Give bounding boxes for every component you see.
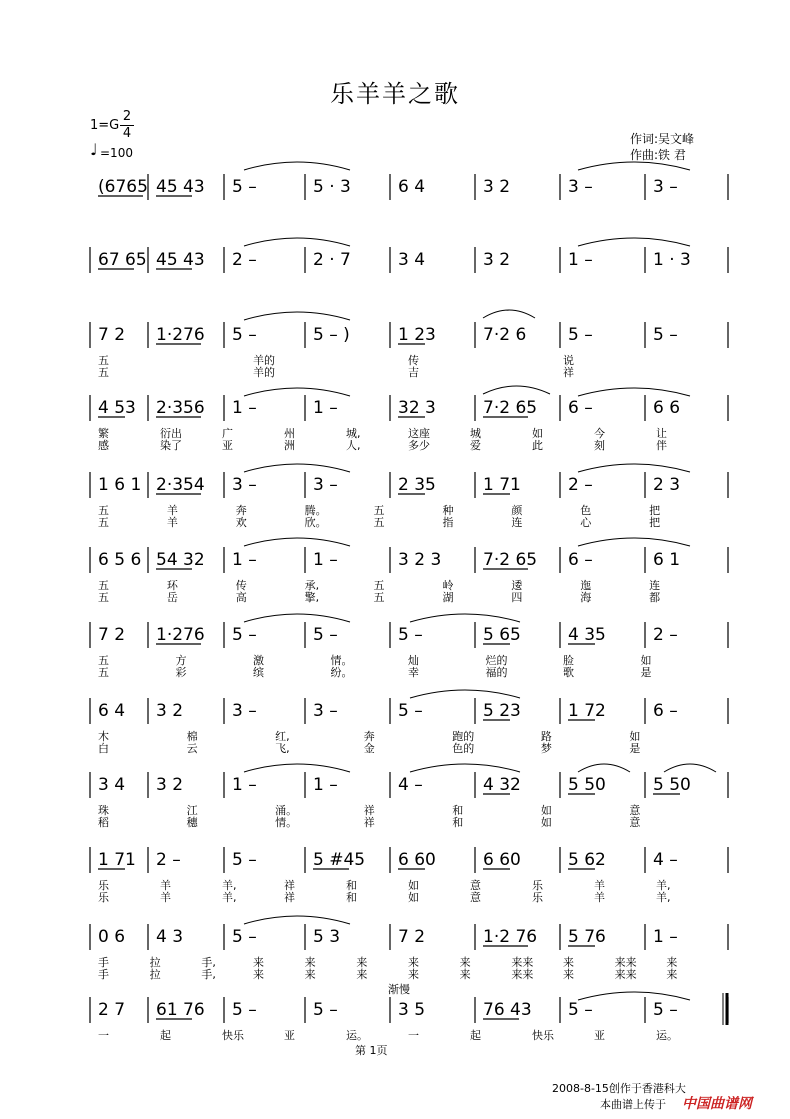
lyric-syllable: 州 — [284, 427, 295, 440]
tie-slur — [578, 162, 690, 170]
lyric-syllable: 意 — [470, 879, 481, 892]
lyric-syllable: 棉 — [186, 730, 198, 743]
lyric-syllable: 来 — [253, 956, 264, 969]
measure-notes: 45 43 — [156, 177, 205, 197]
tie-slur — [410, 614, 520, 622]
tie-slur — [244, 538, 350, 546]
measure-notes: 1·2 76 — [483, 927, 538, 947]
lyric-syllable: 来 — [666, 968, 678, 981]
tie-slur — [664, 764, 716, 772]
lyric-syllable: 此 — [532, 439, 543, 452]
lyric-syllable: 手, — [201, 956, 216, 969]
lyric-syllable: 如 — [540, 816, 552, 829]
lyric-syllable: 连 — [649, 579, 661, 592]
measure-notes: 5 – — [313, 625, 338, 645]
measure-notes: 1 72 — [568, 701, 606, 721]
measure-notes: 5 – — [568, 325, 593, 345]
measure-notes: 5 – — [653, 325, 678, 345]
lyric-syllable: 色 — [580, 504, 592, 517]
lyric-syllable: 来 — [459, 956, 471, 969]
lyric-syllable: 城 — [470, 427, 481, 440]
lyric-syllable: 一 — [408, 1029, 419, 1042]
lyric-syllable: 祥 — [363, 804, 375, 817]
lyric-syllable: 意 — [629, 804, 641, 817]
lyric-syllable: 缤 — [253, 666, 264, 679]
lyric-syllable: 来 — [356, 956, 368, 969]
measure-notes: 2·354 — [156, 475, 205, 495]
measure-notes: 1 – — [653, 927, 678, 947]
meter-top: 2 — [122, 109, 132, 124]
lyric-syllable: 传 — [408, 354, 419, 367]
lyric-syllable: 拉 — [149, 968, 161, 981]
lyric-syllable: 如 — [532, 427, 543, 440]
measure-notes: 1·276 — [156, 625, 205, 645]
tie-slur — [244, 238, 350, 246]
measure-notes: 7·2 65 — [483, 398, 538, 418]
lyric-syllable: 城, — [346, 427, 361, 440]
lyric-syllable: 和 — [346, 879, 357, 892]
tie-slur — [578, 464, 690, 472]
lyric-syllable: 洲 — [284, 439, 295, 452]
measure-notes: 4 32 — [483, 775, 521, 795]
measure-notes: 5 – — [232, 625, 257, 645]
lyric-syllable: 五 — [98, 366, 109, 379]
measure-notes: 76 43 — [483, 1000, 532, 1020]
lyric-syllable: 云 — [186, 742, 198, 755]
lyric-syllable: 激 — [253, 654, 264, 667]
lyric-syllable: 如 — [540, 804, 552, 817]
measure-notes: 3 – — [653, 177, 678, 197]
tie-slur — [578, 764, 630, 772]
measure-notes: 6 4 — [98, 701, 126, 721]
measure-notes: 5 – — [232, 177, 257, 197]
lyric-syllable: 路 — [540, 730, 552, 743]
lyric-syllable: 运。 — [346, 1029, 368, 1042]
meter-bottom: 4 — [122, 126, 132, 141]
lyric-syllable: 羊的 — [253, 366, 275, 379]
lyric-syllable: 擎, — [304, 591, 320, 604]
tie-slur — [578, 538, 690, 546]
lyric-syllable: 指 — [442, 516, 454, 529]
measure-notes: 1 71 — [98, 850, 136, 870]
lyric-syllable: 四 — [511, 591, 523, 604]
lyric-syllable: 羊 — [166, 516, 178, 529]
lyric-syllable: 五 — [98, 579, 109, 592]
lyric-syllable: 纷。 — [330, 666, 353, 679]
lyric-syllable: 把 — [649, 516, 661, 529]
tie-slur — [578, 238, 690, 246]
song-title: 乐羊羊之歌 — [330, 80, 460, 108]
measure-notes: 6 4 — [398, 177, 426, 197]
measure-notes: 45 43 — [156, 250, 205, 270]
measure-notes: 5 76 — [568, 927, 606, 947]
lyric-syllable: 迤 — [580, 579, 592, 592]
lyric-syllable: 连 — [511, 516, 523, 529]
measure-notes: 7·2 65 — [483, 550, 538, 570]
lyric-syllable: 拉 — [149, 956, 161, 969]
lyric-syllable: 幸 — [408, 666, 419, 679]
lyric-syllable: 红, — [275, 730, 290, 743]
lyric-syllable: 五 — [98, 354, 109, 367]
measure-notes: 3 – — [232, 475, 257, 495]
measure-notes: 2 – — [653, 625, 678, 645]
lyric-syllable: 羊, — [656, 891, 671, 904]
lyric-syllable: 色的 — [452, 742, 475, 755]
measure-notes: 32 3 — [398, 398, 436, 418]
lyric-syllable: 如 — [408, 879, 419, 892]
measure-notes: 2 · 7 — [313, 250, 351, 270]
tie-slur — [244, 464, 350, 472]
measure-notes: 1·276 — [156, 325, 205, 345]
lyric-syllable: 来 — [563, 968, 574, 981]
lyric-syllable: 海 — [580, 591, 592, 604]
lyric-syllable: 涌。 — [275, 804, 298, 817]
measure-notes: 5 – — [653, 1000, 678, 1020]
lyric-syllable: 繁 — [98, 427, 109, 440]
measure-notes: 1 – — [313, 398, 338, 418]
measure-notes: 7 2 — [98, 625, 126, 645]
measure-notes: 6 – — [568, 550, 593, 570]
lyric-syllable: 起 — [470, 1029, 481, 1042]
lyric-syllable: 彩 — [175, 666, 187, 679]
measure-notes: 1 – — [232, 398, 257, 418]
lyric-syllable: 运。 — [656, 1029, 678, 1042]
lyric-syllable: 说 — [563, 354, 574, 367]
measure-notes: 3 2 — [156, 701, 184, 721]
measure-notes: 2 3 — [653, 475, 681, 495]
lyric-syllable: 一 — [98, 1029, 109, 1042]
measure-notes: 4 – — [398, 775, 423, 795]
lyric-syllable: 梦 — [540, 742, 552, 755]
tempo-mark: 渐慢 — [388, 983, 410, 996]
tie-slur — [578, 388, 690, 396]
key-signature: 1=G — [90, 118, 120, 133]
measure-notes: 61 76 — [156, 1000, 205, 1020]
tie-slur — [244, 916, 350, 924]
lyric-syllable: 灿 — [408, 654, 419, 667]
measure-notes: 4 35 — [568, 625, 606, 645]
lyric-syllable: 五 — [98, 591, 109, 604]
lyric-syllable: 金 — [363, 742, 375, 755]
lyric-syllable: 羊 — [594, 891, 605, 904]
tie-slur — [244, 614, 350, 622]
lyric-syllable: 来 — [408, 956, 419, 969]
measure-notes: 6 6 — [653, 398, 681, 418]
tie-slur — [244, 312, 350, 320]
lyric-syllable: 感 — [98, 439, 109, 452]
lyric-syllable: 乐 — [98, 891, 109, 904]
lyric-syllable: 羊 — [160, 879, 171, 892]
measure-notes: 3 – — [232, 701, 257, 721]
measure-notes: 6 60 — [483, 850, 521, 870]
lyric-syllable: 起 — [160, 1029, 171, 1042]
upload-note: 本曲谱上传于 — [600, 1098, 666, 1111]
measure-notes: 2 – — [156, 850, 181, 870]
lyric-syllable: 羊, — [222, 891, 237, 904]
lyric-syllable: 来来 — [614, 956, 637, 969]
lyric-syllable: 来 — [666, 956, 678, 969]
measure-notes: 5 62 — [568, 850, 606, 870]
measure-notes: 5 50 — [653, 775, 691, 795]
lyric-syllable: 羊 — [160, 891, 171, 904]
lyric-syllable: 伴 — [656, 439, 667, 452]
lyric-syllable: 广 — [222, 427, 233, 440]
tie-slur — [410, 764, 520, 772]
lyric-syllable: 和 — [452, 816, 464, 829]
measure-notes: 3 5 — [398, 1000, 426, 1020]
lyric-syllable: 亚 — [222, 439, 233, 452]
measure-notes: 3 2 3 — [398, 550, 442, 570]
measure-notes: 5 65 — [483, 625, 521, 645]
measure-notes: 6 60 — [398, 850, 436, 870]
lyric-syllable: 来来 — [614, 968, 637, 981]
lyric-syllable: 羊的 — [253, 354, 275, 367]
measure-notes: 5 – — [398, 625, 423, 645]
measure-notes: 67 65 — [98, 250, 147, 270]
lyric-syllable: 种 — [442, 504, 454, 517]
lyric-syllable: 刻 — [594, 439, 605, 452]
lyric-syllable: 亚 — [594, 1029, 605, 1042]
lyric-syllable: 来 — [356, 968, 368, 981]
lyric-syllable: 稻 — [98, 816, 109, 829]
lyric-syllable: 来 — [459, 968, 471, 981]
lyric-syllable: 歌 — [563, 666, 574, 679]
lyric-syllable: 如 — [408, 891, 419, 904]
lyric-syllable: 承, — [304, 579, 320, 592]
lyric-syllable: 人, — [346, 439, 361, 452]
lyric-syllable: 羊 — [594, 879, 605, 892]
measure-notes: 5 – ) — [313, 325, 350, 345]
measure-notes: 1 – — [232, 550, 257, 570]
lyric-syllable: 羊 — [166, 504, 178, 517]
lyric-syllable: 吉 — [408, 366, 419, 379]
lyric-syllable: 江 — [186, 804, 198, 817]
measure-notes: 3 2 — [483, 177, 511, 197]
lyric-syllable: 乐 — [98, 879, 109, 892]
lyric-syllable: 岳 — [166, 591, 178, 604]
lyric-syllable: 岭 — [442, 579, 454, 592]
measure-notes: 3 4 — [98, 775, 126, 795]
measure-notes: 3 2 — [483, 250, 511, 270]
lyric-syllable: 衍出 — [160, 427, 182, 440]
lyric-syllable: 是 — [640, 666, 652, 679]
lyric-syllable: 方 — [175, 654, 187, 667]
lyric-syllable: 亚 — [284, 1029, 295, 1042]
measure-notes: (6765 — [98, 177, 148, 197]
lyric-syllable: 颜 — [511, 504, 523, 517]
quarter-note-icon: ♩ — [90, 140, 98, 159]
measure-notes: 5 – — [232, 325, 257, 345]
lyric-syllable: 五 — [373, 516, 385, 529]
tie-slur — [410, 690, 520, 698]
lyric-syllable: 来 — [304, 956, 316, 969]
tie-slur — [244, 162, 350, 170]
lyric-syllable: 五 — [373, 591, 385, 604]
measure-notes: 1 23 — [398, 325, 436, 345]
measure-notes: 2 – — [568, 475, 593, 495]
lyric-syllable: 福的 — [485, 666, 508, 679]
page-number: 第 1页 — [355, 1044, 388, 1057]
measure-notes: 6 5 6 — [98, 550, 142, 570]
lyric-syllable: 祥 — [363, 816, 375, 829]
measure-notes: 2 35 — [398, 475, 436, 495]
lyric-syllable: 祥 — [284, 891, 295, 904]
lyric-syllable: 意 — [629, 816, 641, 829]
lyric-syllable: 情。 — [275, 816, 298, 829]
lyric-syllable: 羊, — [656, 879, 671, 892]
measure-notes: 3 2 — [156, 775, 184, 795]
lyric-syllable: 来 — [253, 968, 264, 981]
measure-notes: 1 71 — [483, 475, 521, 495]
measure-notes: 4 3 — [156, 927, 184, 947]
measure-notes: 4 53 — [98, 398, 136, 418]
measure-notes: 0 6 — [98, 927, 126, 947]
lyric-syllable: 五 — [98, 504, 109, 517]
lyric-syllable: 让 — [656, 427, 667, 440]
measure-notes: 7 2 — [398, 927, 426, 947]
lyric-syllable: 如 — [640, 654, 652, 667]
lyric-syllable: 逶 — [511, 579, 523, 592]
measure-notes: 6 – — [568, 398, 593, 418]
measure-notes: 5 – — [232, 1000, 257, 1020]
tie-slur — [483, 310, 535, 318]
lyric-syllable: 手, — [201, 968, 216, 981]
lyric-syllable: 快乐 — [532, 1029, 554, 1042]
lyric-syllable: 羊, — [222, 879, 237, 892]
lyric-syllable: 五 — [373, 504, 385, 517]
upload-date: 2008-8-15创作于香港科大 — [552, 1082, 686, 1095]
lyric-syllable: 染了 — [160, 439, 182, 452]
lyric-syllable: 爱 — [470, 439, 481, 452]
measure-notes: 5 3 — [313, 927, 341, 947]
lyric-syllable: 是 — [629, 742, 641, 755]
lyric-syllable: 来 — [408, 968, 419, 981]
measure-notes: 1 – — [568, 250, 593, 270]
lyric-syllable: 都 — [649, 591, 661, 604]
measure-notes: 5 – — [398, 701, 423, 721]
measure-notes: 3 4 — [398, 250, 426, 270]
measure-notes: 3 – — [313, 701, 338, 721]
measure-notes: 1 – — [313, 775, 338, 795]
lyric-syllable: 白 — [98, 742, 109, 755]
measure-notes: 2 – — [232, 250, 257, 270]
lyric-syllable: 高 — [235, 591, 247, 604]
lyric-syllable: 如 — [629, 730, 641, 743]
composer: 作曲:铁 君 — [630, 148, 686, 162]
lyric-syllable: 欢 — [235, 516, 247, 529]
lyric-syllable: 五 — [373, 579, 385, 592]
tie-slur — [244, 764, 350, 772]
lyric-syllable: 烂的 — [485, 654, 508, 667]
lyric-syllable: 传 — [235, 579, 247, 592]
measure-notes: 1 · 3 — [653, 250, 691, 270]
lyric-syllable: 手 — [98, 956, 109, 969]
lyric-syllable: 腾。 — [304, 504, 327, 517]
measure-notes: 7 2 — [98, 325, 126, 345]
measure-notes: 1 – — [232, 775, 257, 795]
measure-notes: 4 – — [653, 850, 678, 870]
lyric-syllable: 欣。 — [304, 516, 327, 529]
lyric-syllable: 珠 — [98, 804, 109, 817]
lyric-syllable: 湖 — [442, 591, 454, 604]
measure-notes: 5 – — [568, 1000, 593, 1020]
lyric-syllable: 飞, — [275, 742, 290, 755]
lyric-syllable: 和 — [452, 804, 464, 817]
measure-notes: 2·356 — [156, 398, 205, 418]
measure-notes: 2 7 — [98, 1000, 126, 1020]
lyric-syllable: 祥 — [284, 879, 295, 892]
lyric-syllable: 穗 — [186, 816, 198, 829]
measure-notes: 3 – — [568, 177, 593, 197]
lyric-syllable: 来 — [304, 968, 316, 981]
lyric-syllable: 意 — [470, 891, 481, 904]
lyric-syllable: 今 — [594, 427, 605, 440]
lyric-syllable: 五 — [98, 666, 109, 679]
measure-notes: 5 – — [313, 1000, 338, 1020]
lyric-syllable: 多少 — [408, 439, 430, 452]
measure-notes: 3 – — [313, 475, 338, 495]
lyric-syllable: 乐 — [532, 891, 543, 904]
lyric-syllable: 木 — [98, 730, 109, 743]
measure-notes: 5 50 — [568, 775, 606, 795]
site-logo: 中国曲谱网 — [682, 1096, 752, 1112]
measure-notes: 5 23 — [483, 701, 521, 721]
measure-notes: 54 32 — [156, 550, 205, 570]
lyric-syllable: 祥 — [563, 366, 574, 379]
lyric-syllable: 乐 — [532, 879, 543, 892]
measure-notes: 7·2 6 — [483, 325, 527, 345]
lyric-syllable: 奔 — [363, 730, 375, 743]
measure-notes: 6 – — [653, 701, 678, 721]
lyric-syllable: 来来 — [511, 968, 534, 981]
tie-slur — [483, 386, 550, 394]
tie-slur — [244, 388, 350, 396]
lyric-syllable: 五 — [98, 516, 109, 529]
lyric-syllable: 把 — [649, 504, 661, 517]
lyric-syllable: 情。 — [330, 654, 353, 667]
lyric-syllable: 和 — [346, 891, 357, 904]
measure-notes: 1 – — [313, 550, 338, 570]
measure-notes: 5 – — [232, 850, 257, 870]
tempo: =100 — [100, 146, 133, 160]
measure-notes: 1 6 1 — [98, 475, 142, 495]
lyric-syllable: 手 — [98, 968, 109, 981]
lyric-syllable: 心 — [580, 516, 592, 529]
measure-notes: 5 – — [232, 927, 257, 947]
tie-slur — [578, 992, 690, 1000]
measure-notes: 6 1 — [653, 550, 681, 570]
lyric-syllable: 脸 — [563, 654, 574, 667]
lyric-syllable: 来 — [563, 956, 574, 969]
lyric-syllable: 来来 — [511, 956, 534, 969]
lyricist: 作词:吴文峰 — [630, 132, 695, 146]
lyric-syllable: 五 — [98, 654, 109, 667]
measure-notes: 5 #45 — [313, 850, 366, 870]
lyric-syllable: 快乐 — [222, 1029, 244, 1042]
lyric-syllable: 环 — [166, 579, 178, 592]
measure-notes: 5 · 3 — [313, 177, 351, 197]
lyric-syllable: 这座 — [408, 427, 430, 440]
lyric-syllable: 奔 — [235, 504, 247, 517]
lyric-syllable: 跑的 — [452, 730, 475, 743]
